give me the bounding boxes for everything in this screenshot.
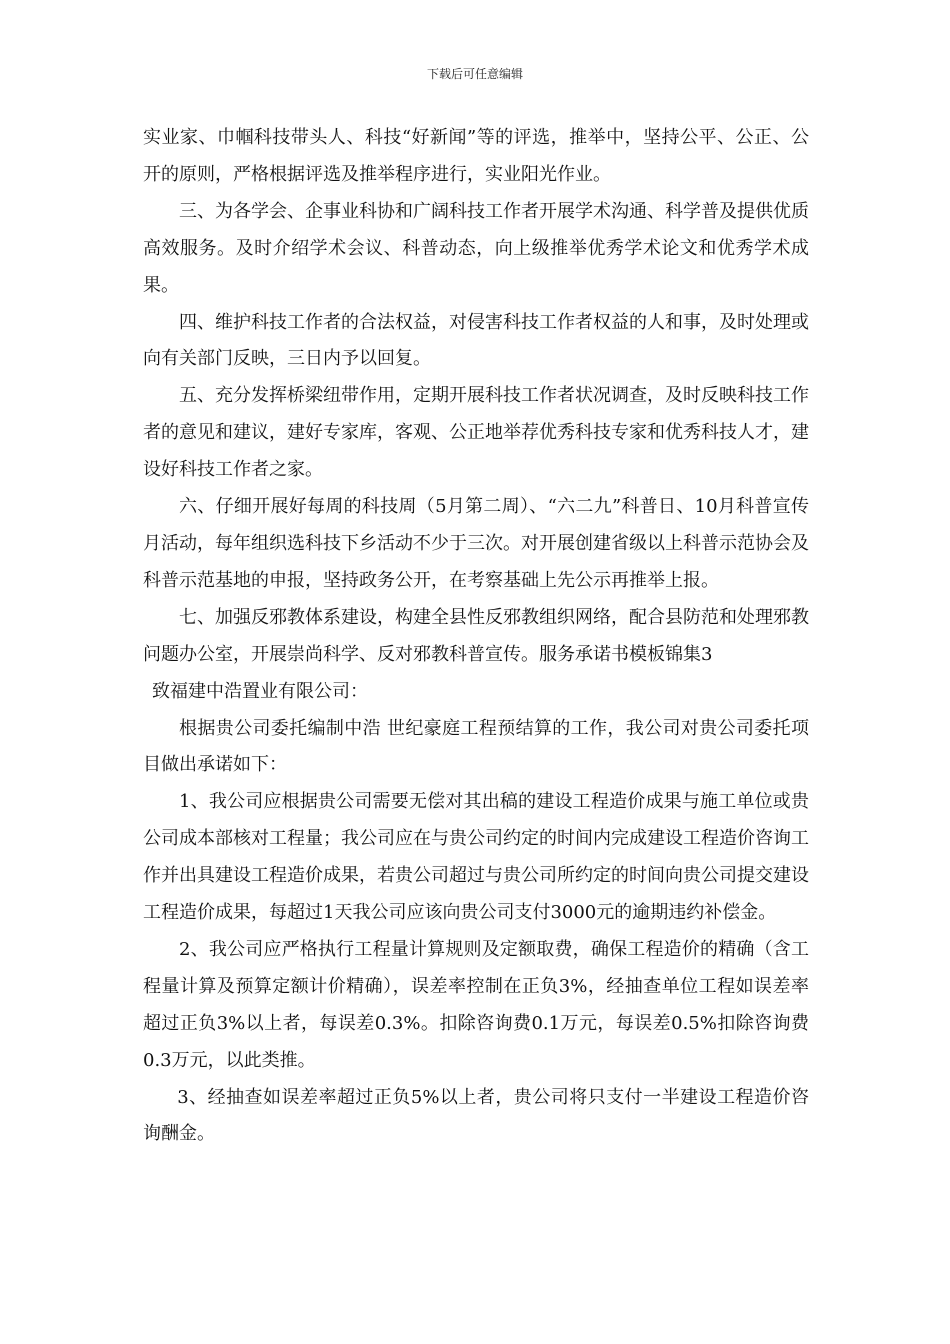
paragraph-continuation: 实业家、巾帼科技带头人、科技“好新闻”等的评选，推举中，坚持公平、公正、公开的原则，严格根据评选及推举程序进行，实业阳光作业。 <box>143 127 809 185</box>
paragraph-item-four: 四、维护科技工作者的合法权益，对侵害科技工作者权益的人和事，及时处理或向有关部门反映，三日内予以回复。 <box>143 311 809 370</box>
paragraph-commitment-3: 3、经抽查如误差率超过正负5%以上者，贵公司将只支付一半建设工程造价咨询酬金。 <box>143 1086 809 1145</box>
paragraph-item-seven: 七、加强反邪教体系建设，构建全县性反邪教组织网络，配合县防范和处理邪教问题办公室，开展崇尚科学、反对邪教科普宣传。服务承诺书模板锦集3 <box>143 606 809 665</box>
paragraph-commitment-2: 2、我公司应严格执行工程量计算规则及定额取费，确保工程造价的精确（含工程量计算及预算定额计价精确），误差率控制在正负3%，经抽查单位工程如误差率超过正负3%以上者，每误差0.3%。扣除咨询费0.1万元，每误差0.5%扣除咨询费0.3万元，以此类推。 <box>143 938 809 1071</box>
paragraph-intro: 根据贵公司委托编制中浩 世纪豪庭工程预结算的工作，我公司对贵公司委托项目做出承诺如下： <box>143 717 809 776</box>
paragraph-item-six: 六、仔细开展好每周的科技周（5月第二周）、“六二九”科普日、10月科普宣传月活动，每年组织选科技下乡活动不少于三次。对开展创建省级以上科普示范协会及科普示范基地的申报，坚持政务公开，在考察基础上先公示再推举上报。 <box>143 496 809 591</box>
document-body <box>143 120 809 1153</box>
paragraph-commitment-1: 1、我公司应根据贵公司需要无偿对其出稿的建设工程造价成果与施工单位或贵公司成本部核对工程量；我公司应在与贵公司约定的时间内完成建设工程造价咨询工作并出具建设工程造价成果，若贵公司超过与贵公司所约定的时间向贵公司提交建设工程造价成果，每超过1天我公司应该向贵公司支付3000元的逾期违约补偿金。 <box>143 791 809 924</box>
page-header: 下载后可任意编辑 <box>426 67 523 81</box>
salutation: 致福建中浩置业有限公司： <box>152 680 368 702</box>
paragraph-item-three: 三、为各学会、企事业科协和广阔科技工作者开展学术沟通、科学普及提供优质高效服务。及时介绍学术会议、科普动态，向上级推举优秀学术论文和优秀学术成果。 <box>143 200 809 296</box>
paragraph-item-five: 五、充分发挥桥梁纽带作用，定期开展科技工作者状况调查，及时反映科技工作者的意见和建议，建好专家库，客观、公正地举荐优秀科技专家和优秀科技人才，建设好科技工作者之家。 <box>143 385 809 481</box>
